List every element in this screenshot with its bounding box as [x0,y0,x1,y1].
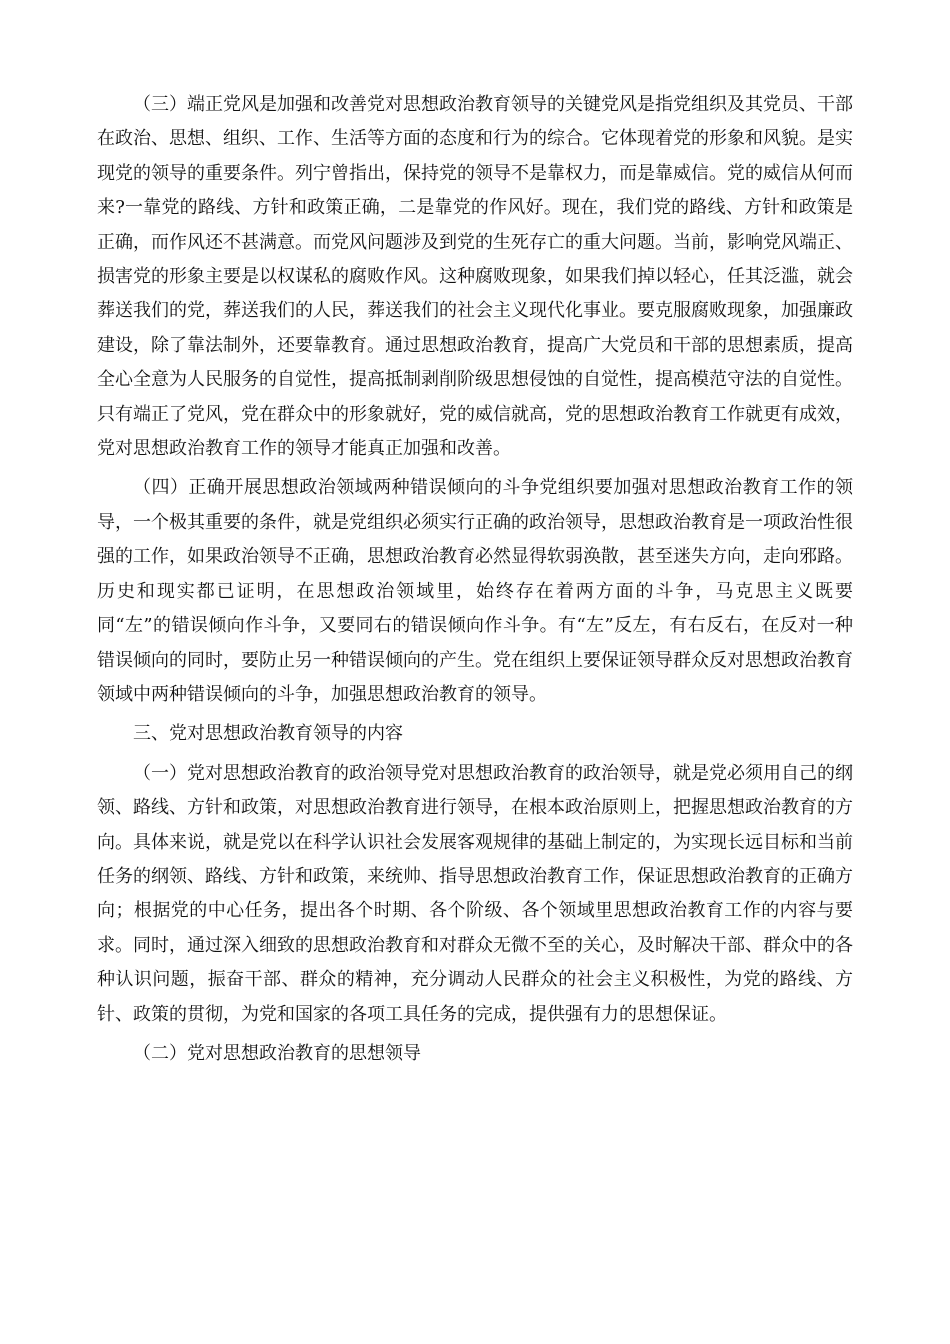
paragraph-party-style: （三）端正党风是加强和改善党对思想政治教育领导的关键党风是指党组织及其党员、干部在政治、思想、组织、工作、生活等方面的态度和行为的综合。它体现着党的形象和风貌。是实现党的领导的重要条件。列宁曾指出，保持党的领导不是靠权力，而是靠威信。党的威信从何而来?一靠党的路线、方针和政策正确，二是靠党的作风好。现在，我们党的路线、方针和政策是正确，而作风还不甚满意。而党风问题涉及到党的生死存亡的重大问题。当前，影响党风端正、损害党的形象主要是以权谋私的腐败作风。这种腐败现象，如果我们掉以轻心，任其泛滥，就会葬送我们的党，葬送我们的人民，葬送我们的社会主义现代化事业。要克服腐败现象，加强廉政建设，除了靠法制外，还要靠教育。通过思想政治教育，提高广大党员和干部的思想素质，提高全心全意为人民服务的自觉性，提高抵制剥削阶级思想侵蚀的自觉性，提高模范守法的自觉性。只有端正了党风，党在群众中的形象就好，党的威信就高，党的思想政治教育工作就更有成效，党对思想政治教育工作的领导才能真正加强和改善。 [97,94,853,460]
paragraph-two-tendencies: （四）正确开展思想政治领域两种错误倾向的斗争党组织要加强对思想政治教育工作的领导，一个极其重要的条件，就是党组织必须实行正确的政治领导，思想政治教育是一项政治性很强的工作，如果政治领导不正确，思想政治教育必然显得软弱涣散，甚至迷失方向，走向邪路。历史和现实都已证明，在思想政治领域里，始终存在着两方面的斗争，马克思主义既要同“左”的错误倾向作斗争，又要同右的错误倾向作斗争。有“左”反左，有右反右，在反对一种错误倾向的同时，要防止另一种错误倾向的产生。党在组织上要保证领导群众反对思想政治教育领域中两种错误倾向的斗争，加强思想政治教育的领导。 [97,477,853,705]
paragraph-political-leadership: （一）党对思想政治教育的政治领导党对思想政治教育的政治领导，就是党必须用自己的纲领、路线、方针和政策，对思想政治教育进行领导，在根本政治原则上，把握思想政治教育的方向。具体来说，就是党以在科学认识社会发展客观规律的基础上制定的，为实现长远目标和当前任务的纲领、路线、方针和政策，来统帅、指导思想政治教育工作，保证思想政治教育的正确方向；根据党的中心任务，提出各个时期、各个阶级、各个领域里思想政治教育工作的内容与要求。同时，通过深入细致的思想政治教育和对群众无微不至的关心，及时解决干部、群众中的各种认识问题，振奋干部、群众的精神，充分调动人民群众的社会主义积极性，为党的路线、方针、政策的贯彻，为党和国家的各项工具任务的完成，提供强有力的思想保证。 [97,762,853,1025]
section-heading-content: 三、党对思想政治教育领导的内容 [133,723,403,745]
document-page [97,88,853,1076]
subheading-ideological-leadership: （二）党对思想政治教育的思想领导 [133,1042,421,1064]
